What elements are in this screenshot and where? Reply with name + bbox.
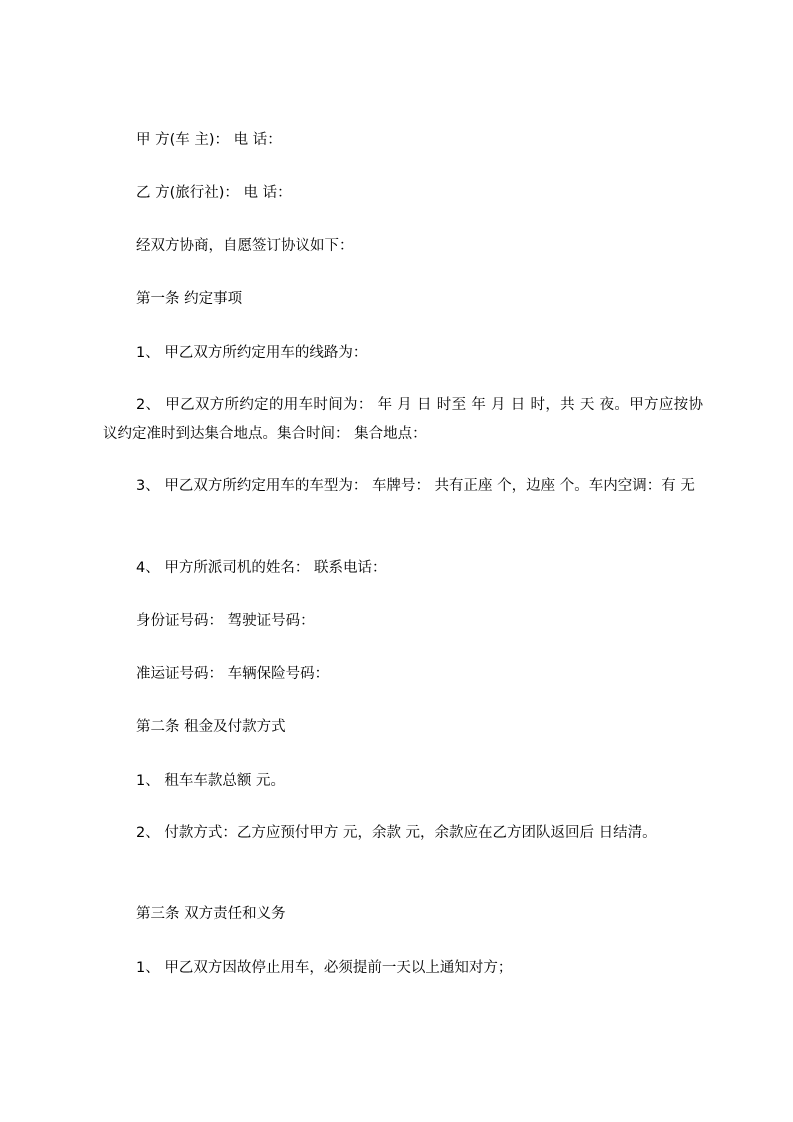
article-1-item-2: 2、 甲乙双方所约定的用车时间为： 年 月 日 时至 年 月 日 时，共 天 夜。甲方应按协议约定准时到达集合地点。集合时间： 集合地点： [103, 397, 703, 442]
article-1-item-3: 3、 甲乙双方所约定用车的车型为： 车牌号： 共有正座 个，边座 个。车内空调：有 无 [136, 478, 695, 494]
party-a-line: 甲 方(车 主)： 电 话： [136, 132, 282, 148]
party-b-line: 乙 方(旅行社)： 电 话： [136, 185, 292, 201]
article-2-heading: 第二条 租金及付款方式 [136, 719, 286, 735]
article-3-heading: 第三条 双方责任和义务 [136, 906, 286, 922]
agreement-intro: 经双方协商，自愿签订协议如下： [136, 238, 354, 254]
article-2-item-1: 1、 租车车款总额 元。 [136, 773, 285, 789]
article-3-item-1: 1、 甲乙双方因故停止用车，必须提前一天以上通知对方； [136, 960, 513, 976]
article-2-item-2: 2、 付款方式：乙方应预付甲方 元，余款 元，余款应在乙方团队返回后 日结清。 [136, 825, 657, 841]
id-license-line: 身份证号码： 驾驶证号码： [136, 613, 315, 629]
article-1-item-4: 4、 甲方所派司机的姓名： 联系电话： [136, 560, 387, 576]
article-1-heading: 第一条 约定事项 [136, 291, 243, 307]
permit-insurance-line: 准运证号码： 车辆保险号码： [136, 666, 330, 682]
article-1-item-1: 1、 甲乙双方所约定用车的线路为： [136, 345, 368, 361]
